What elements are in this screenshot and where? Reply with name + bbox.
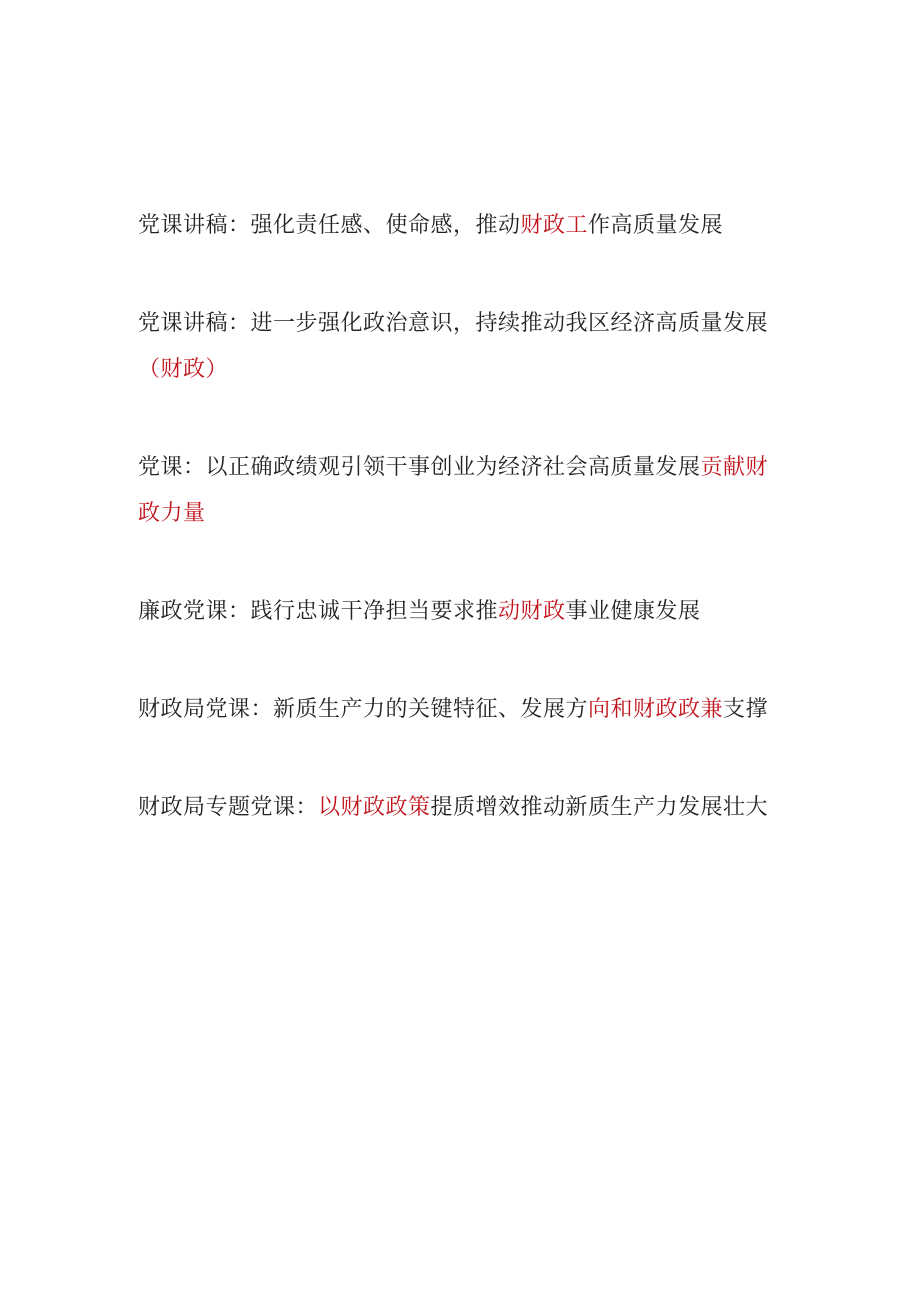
title-list	[138, 203, 778, 831]
entry-2-highlight: （财政）	[138, 357, 229, 382]
entry-6-text-1: 财政局专题党课：	[138, 795, 319, 820]
entry-5-text-1: 财政局党课：新质生产力的关键特征、发展方	[138, 697, 589, 722]
title-entry-6	[138, 785, 778, 831]
title-entry-2	[138, 301, 778, 393]
entry-1-text-1: 党课讲稿：强化责任感、使命感，推动	[138, 213, 521, 238]
entry-4-text-2: 事业健康发展	[565, 599, 701, 624]
entry-4-highlight: 动财政	[498, 599, 566, 624]
entry-2-text-1: 党课讲稿：进一步强化政治意识，持续推动我区经济高质量发展	[138, 311, 769, 336]
entry-1-highlight: 财政工	[520, 213, 589, 238]
entry-3-text-1: 党课：以正确政绩观引领干事创业为经济社会高质量发展	[138, 455, 701, 480]
entry-5-text-2: 支撑	[723, 697, 769, 722]
entry-5-highlight: 向和财政政兼	[588, 697, 724, 722]
entry-6-highlight: 以财政政策	[318, 795, 431, 820]
entry-3-highlight: 贡献财政力量	[138, 455, 769, 526]
title-entry-1	[138, 203, 778, 249]
entry-6-text-2: 提质增效推动新质生产力发展壮大	[430, 795, 769, 820]
entry-4-text-1: 廉政党课：践行忠诚干净担当要求推	[138, 599, 499, 624]
entry-1-text-2: 作高质量发展	[588, 213, 724, 238]
title-entry-3	[138, 445, 778, 537]
title-entry-4	[138, 589, 778, 635]
title-entry-5	[138, 687, 778, 733]
